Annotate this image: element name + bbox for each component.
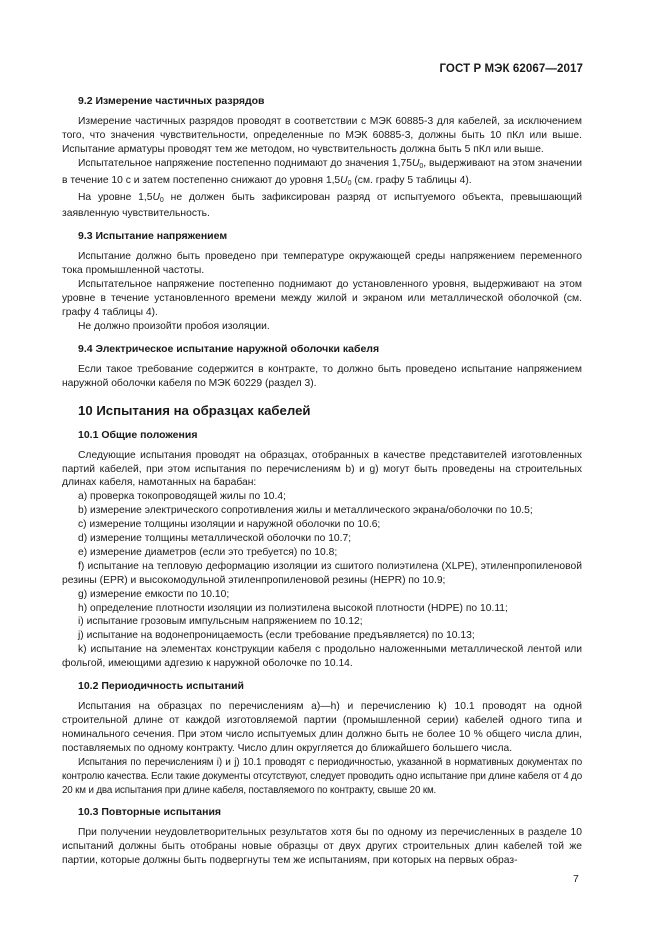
symbol-u: U xyxy=(340,174,348,186)
list-item: k) испытание на элементах конструкции кабеля с продольно наложенными металлической лентой или фольгой, имеющими адгезию к наружной оболочке по 10.14. xyxy=(62,644,582,670)
subscript: 0 xyxy=(419,162,424,170)
section-10-3 xyxy=(62,806,582,868)
section-9-4 xyxy=(62,343,582,391)
list-item: g) измерение емкости по 10.10; xyxy=(78,588,230,600)
symbol-u: U xyxy=(152,191,160,203)
paragraph: При получении неудовлетворительных результатов хотя бы по одному из перечисленных в разделе 10 испытаний должны быть отобраны новые образцы от двух других строительных длин кабелей той же партии, которые должны быть подвергнуты тем же испытаниям, при которых на первых образ- xyxy=(62,827,582,867)
text-run: (см. графу 5 таблицы 4). xyxy=(351,174,472,186)
paragraph: Испытания на образцах по перечислениям a)—h) и перечислению k) 10.1 проводят на одной строительной длине от каждой изготовляемой партии (промышленной серии) кабелей одного типа и номинального сечения. При этом число испытуемых длин должно быть не более 10 % общего числа длин, поставляемых по одному контракту. Число длин округляется до ближайшего большего числа. xyxy=(62,701,582,754)
symbol-u: U xyxy=(411,157,420,169)
page-number: 7 xyxy=(573,873,579,885)
section-title: 9.4 Электрическое испытание наружной оболочки кабеля xyxy=(78,342,380,355)
section-title: 10.3 Повторные испытания xyxy=(78,806,222,819)
text-run: не должен быть зафиксирован разряд от испытуемого объекта, превышающий заявленную чувствительность. xyxy=(62,191,583,220)
list-item: j) испытание на водонепроницаемость (если требование предъявляется) по 10.13; xyxy=(78,630,475,642)
list-item: b) измерение электрического сопротивления жилы и металлического экрана/оболочки по 10.5; xyxy=(78,505,533,517)
subscript: 0 xyxy=(347,179,352,187)
subscript: 0 xyxy=(159,196,164,204)
section-title: 9.3 Испытание напряжением xyxy=(78,230,228,243)
list-item: a) проверка токопроводящей жилы по 10.4; xyxy=(78,491,286,503)
section-9-3 xyxy=(62,230,582,333)
list-item: e) измерение диаметров (если это требуется) по 10.8; xyxy=(78,546,338,558)
page-body xyxy=(62,95,582,877)
paragraph: Испытание должно быть проведено при температуре окружающей среды напряжением переменного тока промышленной частоты. xyxy=(62,251,582,277)
text-run: На уровне 1,5 xyxy=(78,191,153,203)
section-9-2 xyxy=(62,95,582,221)
section-10-1 xyxy=(62,429,582,672)
paragraph: Измерение частичных разрядов проводят в соответствии с МЭК 60885-3 для кабелей, за исключением того, что значения чувствительности, определенные по МЭК 60885-3, должны быть 10 пКл или выше. Испытание арматуры проводят тем же методом, но чувствительность должна быть 5 пКл или выше. xyxy=(62,116,582,155)
paragraph: Испытательное напряжение постепенно поднимают до установленного уровня, выдерживают на этом уровне в течение установленного времени между жилой и экраном или металлической оболочкой (см. графу 4 таблицы 4). xyxy=(62,279,582,318)
text-run: , выдерживают на этом значении в течение 10 с и затем постепенно снижают до уровня 1,5 xyxy=(62,157,582,186)
document-header: ГОСТ Р МЭК 62067—2017 xyxy=(439,63,583,75)
chapter-title: 10 Испытания на образцах кабелей xyxy=(78,402,311,418)
list-item: h) определение плотности изоляции из полиэтилена высокой плотности (HDPE) по 10.11; xyxy=(78,602,508,614)
test-list xyxy=(62,490,582,671)
section-title: 9.2 Измерение частичных разрядов xyxy=(78,95,265,107)
list-item: i) испытание грозовым импульсным напряжением по 10.12; xyxy=(78,616,363,628)
paragraph: Не должно произойти пробоя изоляции. xyxy=(78,320,270,332)
list-item: c) измерение толщины изоляции и наружной оболочки по 10.6; xyxy=(78,519,381,531)
text-run: Испытательное напряжение постепенно поднимают до значения 1,75 xyxy=(78,157,412,169)
paragraph: Испытания по перечислениям i) и j) 10.1 проводят с периодичностью, указанной в нормативных документах по контролю качества. Если такие документы отсутствуют, следует проводить одно испытание при длине кабеля от 4 до 20 км и два испытания при длине кабеля, поставляемого по контракту, свыше 20 км. xyxy=(62,756,582,796)
section-title: 10.2 Периодичность испытаний xyxy=(78,680,244,693)
paragraph: Следующие испытания проводят на образцах, отобранных в качестве представителей изготовленных партий кабелей, при этом испытания по перечислениям b) и g) могут быть проведены на строительных длинах кабеля, намотанных на барабан: xyxy=(62,449,582,489)
list-item: d) измерение толщины металлической оболочки по 10.7; xyxy=(78,533,352,545)
section-title: 10.1 Общие положения xyxy=(78,428,198,441)
paragraph: Если такое требование содержится в контракте, то должно быть проведено испытание напряжением наружной оболочки кабеля по МЭК 60229 (раздел 3). xyxy=(62,363,582,389)
paragraph xyxy=(62,191,582,222)
list-item: f) испытание на тепловую деформацию изоляции из сшитого полиэтилена (XLPE), этиленпропиленовой резины (EPR) и высокомодульной этиленпропиленовой резины (HEPR) по 10.9; xyxy=(62,560,582,586)
paragraph xyxy=(62,157,582,191)
section-10-2 xyxy=(62,680,582,797)
